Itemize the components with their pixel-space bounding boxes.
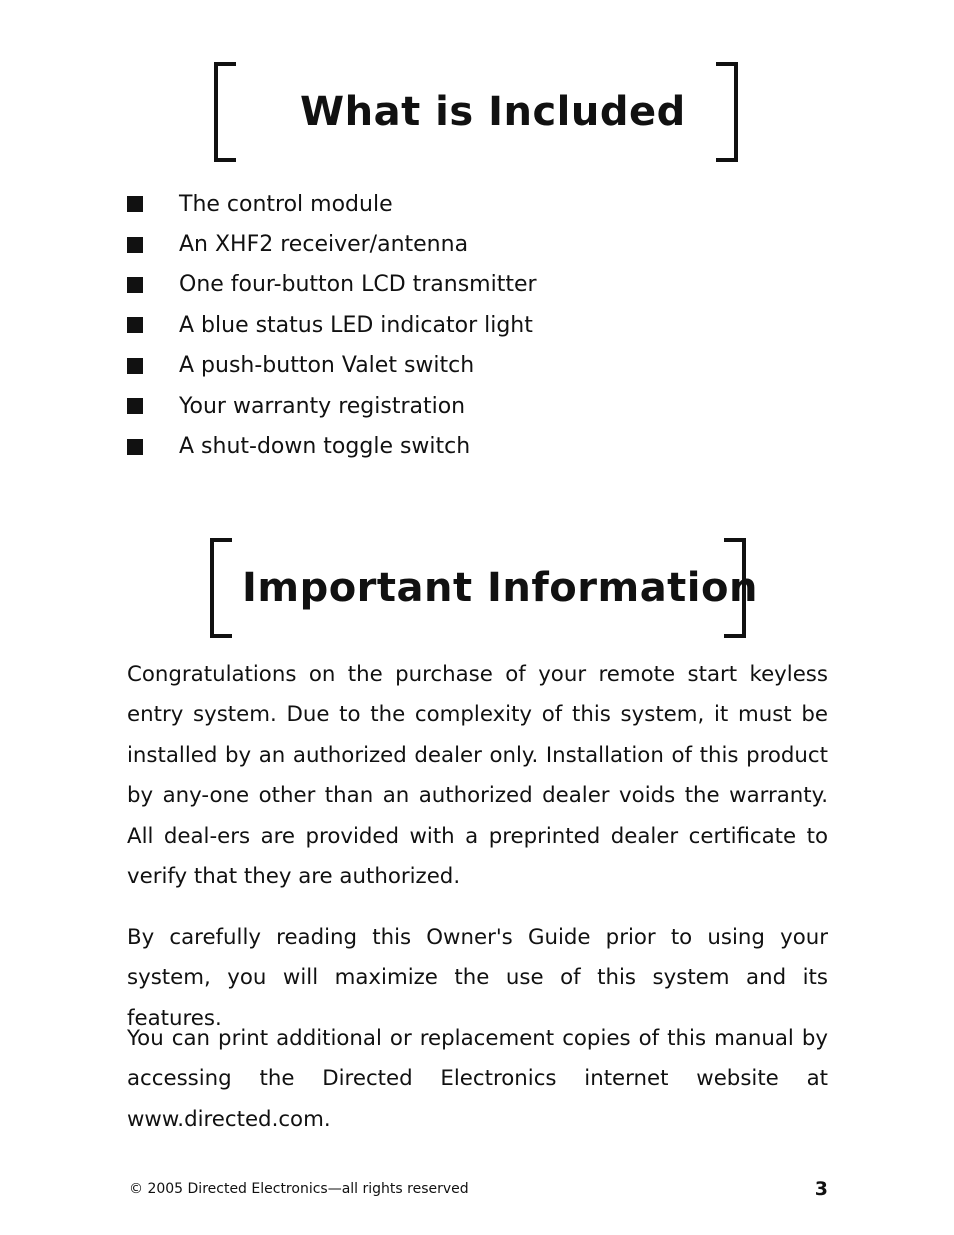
list-item: A blue status LED indicator light: [127, 305, 537, 345]
left-bracket: [210, 538, 232, 638]
square-bullet-icon: [127, 196, 143, 212]
website-paragraph: You can print additional or replacement copies of this manual by accessing the Directed Electronics internet website at www.directed.com.: [127, 1026, 828, 1132]
square-bullet-icon: [127, 237, 143, 253]
intro-paragraph: Congratulations on the purchase of your remote start keyless entry system. Due to the complexity of this system, it must be installed by an authorized dealer only. Installation of this product by any-one other than an authorized dealer voids the warranty. All deal-ers are provided with a preprinted dealer certificate to verify that they are authorized.: [127, 662, 828, 890]
square-bullet-icon: [127, 398, 143, 414]
owners-guide-paragraph: By carefully reading this Owner's Guide prior to using your system, you will maximize the use of this system and its features.: [127, 925, 828, 1031]
what-is-included-heading-frame: [214, 62, 738, 162]
list-item: An XHF2 receiver/antenna: [127, 224, 537, 264]
right-bracket: [724, 538, 746, 638]
page-number: 3: [814, 1178, 828, 1200]
right-bracket: [716, 62, 738, 162]
list-item: A push-button Valet switch: [127, 346, 537, 386]
list-item: The control module: [127, 184, 537, 224]
square-bullet-icon: [127, 358, 143, 374]
important-information-heading-frame: [210, 538, 758, 638]
copyright-footer: © 2005 Directed Electronics—all rights reserved: [129, 1181, 469, 1197]
important-information-heading: Important Information: [242, 565, 758, 611]
list-item: Your warranty registration: [127, 386, 537, 426]
square-bullet-icon: [127, 277, 143, 293]
list-item: One four-button LCD transmitter: [127, 265, 537, 305]
included-items-list: [127, 184, 537, 467]
square-bullet-icon: [127, 317, 143, 333]
what-is-included-heading: What is Included: [300, 89, 686, 135]
left-bracket: [214, 62, 236, 162]
list-item: A shut-down toggle switch: [127, 426, 537, 466]
square-bullet-icon: [127, 439, 143, 455]
